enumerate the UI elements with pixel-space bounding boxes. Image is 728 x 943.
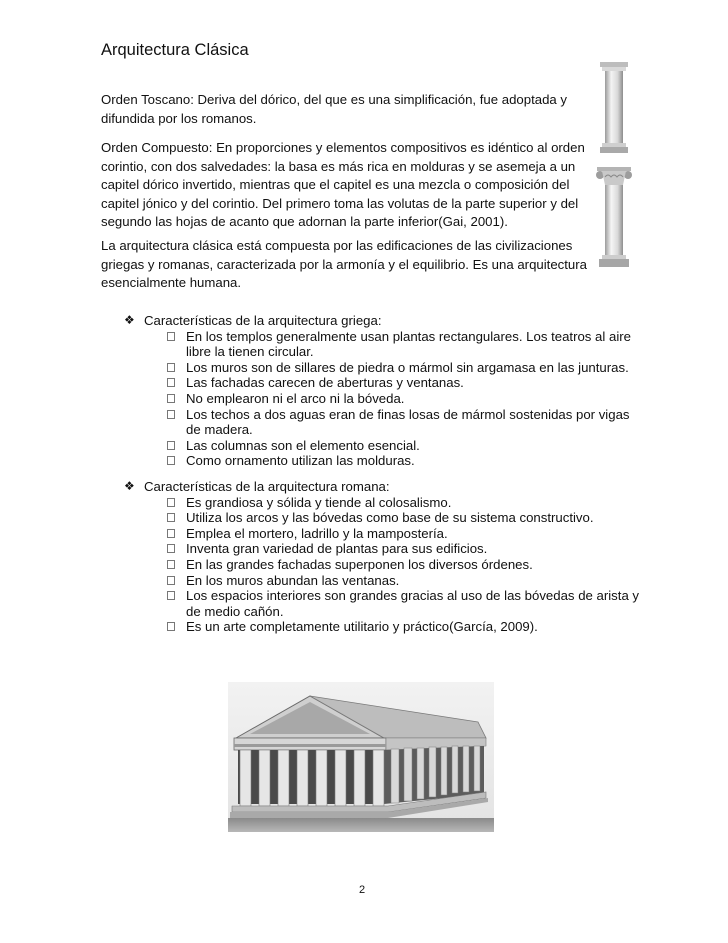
paragraph-intro: La arquitectura clásica está compuesta por las edificaciones de las civilizaciones griegas y romanas, caracterizada por la armonía y el equilibrio. Es una arquitectura esencialmente humana. — [101, 238, 587, 290]
square-box-icon — [167, 576, 175, 585]
list-item: Emplea el mortero, ladrillo y la mampostería. — [164, 526, 644, 542]
section-roman — [124, 479, 644, 635]
tuscan-column-image — [592, 60, 636, 155]
list-item: Las fachadas carecen de aberturas y ventanas. — [164, 375, 644, 391]
diamond-bullet-icon: ❖ — [124, 313, 135, 327]
list-item: En las grandes fachadas superponen los diversos órdenes. — [164, 557, 644, 573]
list-item: Utiliza los arcos y las bóvedas como base de su sistema constructivo. — [164, 510, 644, 526]
square-box-icon — [167, 544, 175, 553]
paragraph-compuesto: Orden Compuesto: En proporciones y elementos compositivos es idéntico al orden corintio, con dos salvedades: la basa es más rica en molduras y se asemeja a un capitel dórico invertido, mientras que el capitel es una mezcla o composición del capitel jónico y del corintio. Del primero toma las volutas de la parte superior y del segundo las hojas de acanto que adornan la parte inferior(Gai, 2001). — [101, 140, 585, 229]
square-box-icon — [167, 410, 175, 419]
square-box-icon — [167, 363, 175, 372]
list-item: Los techos a dos aguas eran de finas losas de mármol sostenidas por vigas de madera. — [164, 407, 644, 438]
square-box-icon — [167, 498, 175, 507]
section-greek — [124, 313, 644, 469]
paragraph-toscano: Orden Toscano: Deriva del dórico, del que es una simplificación, fue adoptada y difundida por los romanos. — [101, 92, 567, 126]
page-number: 2 — [359, 884, 366, 896]
square-box-icon — [167, 441, 175, 450]
square-box-icon — [167, 560, 175, 569]
square-box-icon — [167, 513, 175, 522]
list-item: Las columnas son el elemento esencial. — [164, 438, 644, 454]
list-item: Es grandiosa y sólida y tiende al colosalismo. — [164, 495, 644, 511]
list-item: En los templos generalmente usan plantas rectangulares. Los teatros al aire libre la tienen circular. — [164, 329, 644, 360]
list-item: Inventa gran variedad de plantas para sus edificios. — [164, 541, 644, 557]
square-box-icon — [167, 456, 175, 465]
list-item: Es un arte completamente utilitario y práctico(García, 2009). — [164, 619, 644, 635]
square-box-icon — [167, 332, 175, 341]
bullet-list — [124, 329, 644, 469]
section-heading: Características de la arquitectura griega: — [144, 313, 382, 328]
diamond-bullet-icon: ❖ — [124, 479, 135, 493]
list-item: Los muros son de sillares de piedra o mármol sin argamasa en las junturas. — [164, 360, 644, 376]
bullet-list — [124, 495, 644, 635]
list-item: En los muros abundan las ventanas. — [164, 573, 644, 589]
square-box-icon — [167, 622, 175, 631]
list-item: Los espacios interiores son grandes gracias al uso de las bóvedas de arista y de medio cañón. — [164, 588, 644, 619]
square-box-icon — [167, 378, 175, 387]
list-item: No emplearon ni el arco ni la bóveda. — [164, 391, 644, 407]
composite-column-image — [592, 165, 636, 270]
square-box-icon — [167, 591, 175, 600]
square-box-icon — [167, 529, 175, 538]
list-item: Como ornamento utilizan las molduras. — [164, 453, 644, 469]
square-box-icon — [167, 394, 175, 403]
page-title: Arquitectura Clásica — [101, 41, 249, 59]
section-heading: Características de la arquitectura romana: — [144, 479, 390, 494]
parthenon-photo — [228, 682, 494, 832]
